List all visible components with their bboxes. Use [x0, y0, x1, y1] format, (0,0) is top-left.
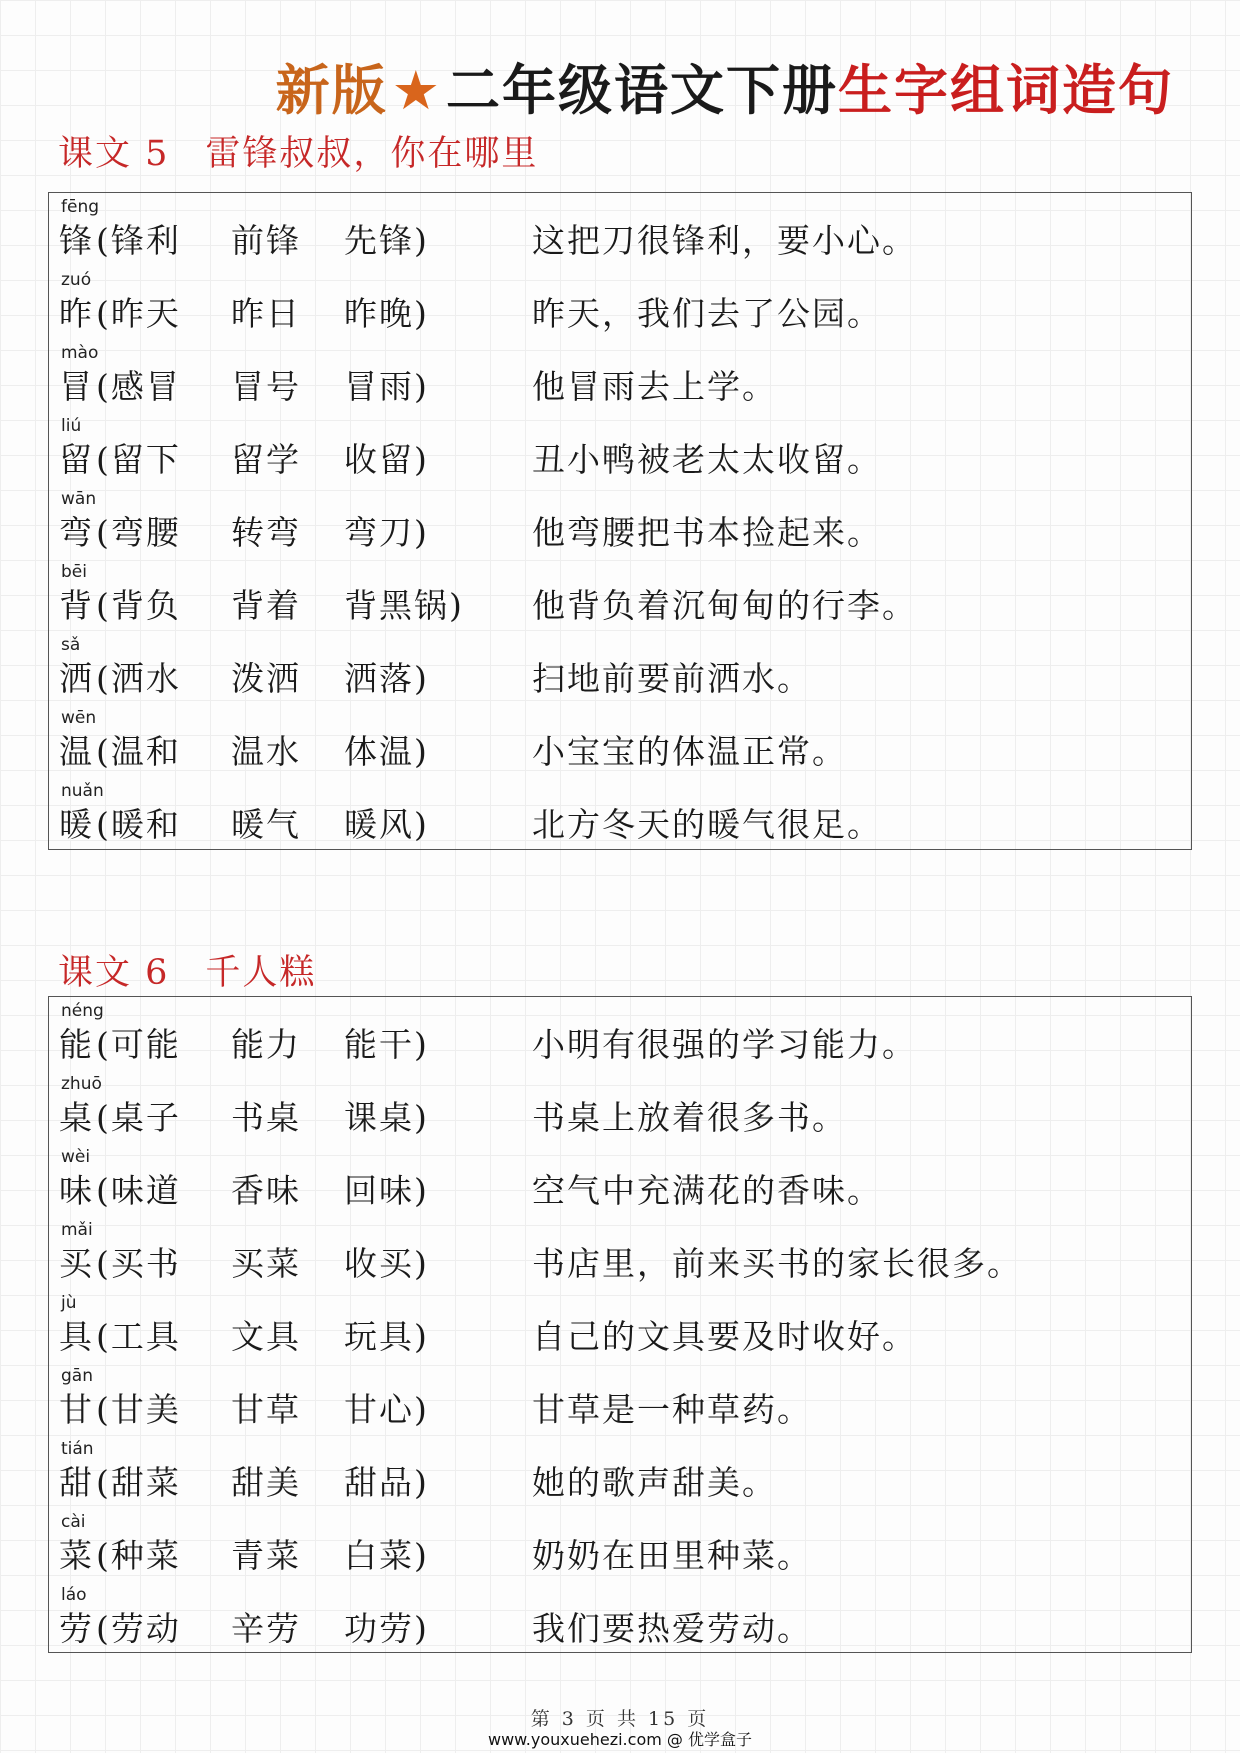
- character: 买: [59, 1244, 94, 1283]
- example-sentence: 他弯腰把书本捡起来。: [532, 513, 882, 552]
- lesson-heading: [58, 945, 316, 995]
- vocab-row: [49, 1143, 1191, 1216]
- word-2: 转弯: [231, 513, 301, 552]
- pinyin: wān: [61, 489, 97, 509]
- title-version: 新版: [275, 59, 388, 122]
- example-sentence: 北方冬天的暖气很足。: [532, 805, 882, 844]
- character: 昨: [59, 294, 94, 333]
- word-1: (洒水: [96, 659, 181, 698]
- pinyin: mào: [61, 343, 99, 363]
- character: 具: [59, 1317, 94, 1356]
- word-2: 泼洒: [231, 659, 301, 698]
- character: 桌: [59, 1098, 94, 1137]
- pinyin: bēi: [61, 562, 87, 582]
- example-sentence: 这把刀很锋利，要小心。: [532, 221, 917, 260]
- title-main: 二年级语文下册: [446, 59, 838, 122]
- character: 能: [59, 1025, 94, 1064]
- vocab-row: [49, 1216, 1191, 1289]
- word-1: (锋利: [96, 221, 181, 260]
- example-sentence: 甘草是一种草药。: [532, 1390, 812, 1429]
- word-3: 玩具): [344, 1317, 429, 1356]
- pinyin: fēng: [61, 197, 100, 217]
- word-2: 甘草: [231, 1390, 301, 1429]
- word-2: 文具: [231, 1317, 301, 1356]
- word-3: 能干): [344, 1025, 429, 1064]
- pinyin: gān: [61, 1366, 93, 1386]
- pinyin: cài: [61, 1512, 86, 1532]
- lesson-name: 雷锋叔叔，你在哪里: [205, 134, 539, 174]
- word-2: 背着: [231, 586, 301, 625]
- vocab-row: [49, 1508, 1191, 1581]
- vocab-row: [49, 412, 1191, 485]
- vocab-row: [49, 1289, 1191, 1362]
- word-1: (弯腰: [96, 513, 181, 552]
- example-sentence: 昨天，我们去了公园。: [532, 294, 882, 333]
- vocab-table: [48, 996, 1192, 1653]
- vocab-row: [49, 1581, 1191, 1654]
- word-3: 功劳): [344, 1609, 429, 1648]
- page-title: [276, 48, 1174, 125]
- example-sentence: 空气中充满花的香味。: [532, 1171, 882, 1210]
- example-sentence: 奶奶在田里种菜。: [532, 1536, 812, 1575]
- vocab-row: [49, 1362, 1191, 1435]
- word-3: 暖风): [344, 805, 429, 844]
- example-sentence: 书店里，前来买书的家长很多。: [532, 1244, 1022, 1283]
- word-3: 甘心): [344, 1390, 429, 1429]
- word-3: 背黑锅): [344, 586, 464, 625]
- character: 弯: [59, 513, 94, 552]
- vocab-row: [49, 997, 1191, 1070]
- vocab-row: [49, 485, 1191, 558]
- vocab-row: [49, 1435, 1191, 1508]
- word-3: 课桌): [344, 1098, 429, 1137]
- word-1: (留下: [96, 440, 181, 479]
- character: 暖: [59, 805, 94, 844]
- word-1: (甜菜: [96, 1463, 181, 1502]
- vocab-row: [49, 777, 1191, 850]
- character: 洒: [59, 659, 94, 698]
- word-2: 前锋: [231, 221, 301, 260]
- pinyin: zhuō: [61, 1074, 102, 1094]
- word-3: 冒雨): [344, 367, 429, 406]
- pinyin: mǎi: [61, 1220, 93, 1240]
- word-3: 回味): [344, 1171, 429, 1210]
- example-sentence: 他背负着沉甸甸的行李。: [532, 586, 917, 625]
- word-3: 弯刀): [344, 513, 429, 552]
- character: 甜: [59, 1463, 94, 1502]
- word-2: 甜美: [231, 1463, 301, 1502]
- character: 冒: [59, 367, 94, 406]
- lesson-heading: [58, 126, 538, 176]
- word-2: 冒号: [231, 367, 301, 406]
- pinyin: néng: [61, 1001, 104, 1021]
- word-3: 收留): [344, 440, 429, 479]
- word-3: 洒落): [344, 659, 429, 698]
- word-2: 买菜: [231, 1244, 301, 1283]
- vocab-table: [48, 192, 1192, 850]
- word-1: (可能: [96, 1025, 181, 1064]
- vocab-row: [49, 339, 1191, 412]
- word-2: 香味: [231, 1171, 301, 1210]
- example-sentence: 小明有很强的学习能力。: [532, 1025, 917, 1064]
- example-sentence: 小宝宝的体温正常。: [532, 732, 847, 771]
- pinyin: jù: [61, 1293, 77, 1313]
- character: 锋: [59, 221, 94, 260]
- pinyin: tián: [61, 1439, 94, 1459]
- word-3: 收买): [344, 1244, 429, 1283]
- character: 背: [59, 586, 94, 625]
- pinyin: liú: [61, 416, 82, 436]
- word-1: (买书: [96, 1244, 181, 1283]
- vocab-row: [49, 558, 1191, 631]
- word-1: (暖和: [96, 805, 181, 844]
- lesson-label: 课文 5: [58, 134, 170, 174]
- word-1: (感冒: [96, 367, 181, 406]
- word-2: 书桌: [231, 1098, 301, 1137]
- word-1: (温和: [96, 732, 181, 771]
- word-1: (昨天: [96, 294, 181, 333]
- character: 劳: [59, 1609, 94, 1648]
- example-sentence: 他冒雨去上学。: [532, 367, 777, 406]
- example-sentence: 她的歌声甜美。: [532, 1463, 777, 1502]
- word-2: 能力: [231, 1025, 301, 1064]
- word-3: 甜品): [344, 1463, 429, 1502]
- example-sentence: 书桌上放着很多书。: [532, 1098, 847, 1137]
- pinyin: wēn: [61, 708, 97, 728]
- word-2: 青菜: [231, 1536, 301, 1575]
- pinyin: nuǎn: [61, 781, 104, 801]
- character: 菜: [59, 1536, 94, 1575]
- character: 甘: [59, 1390, 94, 1429]
- pinyin: láo: [61, 1585, 87, 1605]
- word-2: 辛劳: [231, 1609, 301, 1648]
- example-sentence: 我们要热爱劳动。: [532, 1609, 812, 1648]
- example-sentence: 自己的文具要及时收好。: [532, 1317, 917, 1356]
- star-icon: ★: [391, 59, 442, 122]
- lesson-label: 课文 6: [58, 953, 170, 993]
- word-3: 体温): [344, 732, 429, 771]
- pinyin: zuó: [61, 270, 92, 290]
- example-sentence: 扫地前要前洒水。: [532, 659, 812, 698]
- word-2: 温水: [231, 732, 301, 771]
- page-number: 第 3 页 共 15 页: [530, 1708, 710, 1730]
- site-watermark: www.youxuehezi.com @ 优学盒子: [488, 1730, 752, 1749]
- character: 留: [59, 440, 94, 479]
- word-2: 昨日: [231, 294, 301, 333]
- vocab-row: [49, 631, 1191, 704]
- character: 温: [59, 732, 94, 771]
- word-3: 白菜): [344, 1536, 429, 1575]
- vocab-row: [49, 266, 1191, 339]
- word-1: (工具: [96, 1317, 181, 1356]
- word-1: (劳动: [96, 1609, 181, 1648]
- title-accent: 生字组词造句: [838, 59, 1174, 122]
- pinyin: wèi: [61, 1147, 91, 1167]
- pinyin: sǎ: [61, 635, 81, 655]
- word-2: 留学: [231, 440, 301, 479]
- character: 味: [59, 1171, 94, 1210]
- word-1: (味道: [96, 1171, 181, 1210]
- lesson-name: 千人糕: [205, 953, 317, 993]
- example-sentence: 丑小鸭被老太太收留。: [532, 440, 882, 479]
- word-2: 暖气: [231, 805, 301, 844]
- word-3: 先锋): [344, 221, 429, 260]
- vocab-row: [49, 193, 1191, 266]
- word-1: (背负: [96, 586, 181, 625]
- vocab-row: [49, 704, 1191, 777]
- vocab-row: [49, 1070, 1191, 1143]
- word-3: 昨晚): [344, 294, 429, 333]
- word-1: (种菜: [96, 1536, 181, 1575]
- word-1: (桌子: [96, 1098, 181, 1137]
- word-1: (甘美: [96, 1390, 181, 1429]
